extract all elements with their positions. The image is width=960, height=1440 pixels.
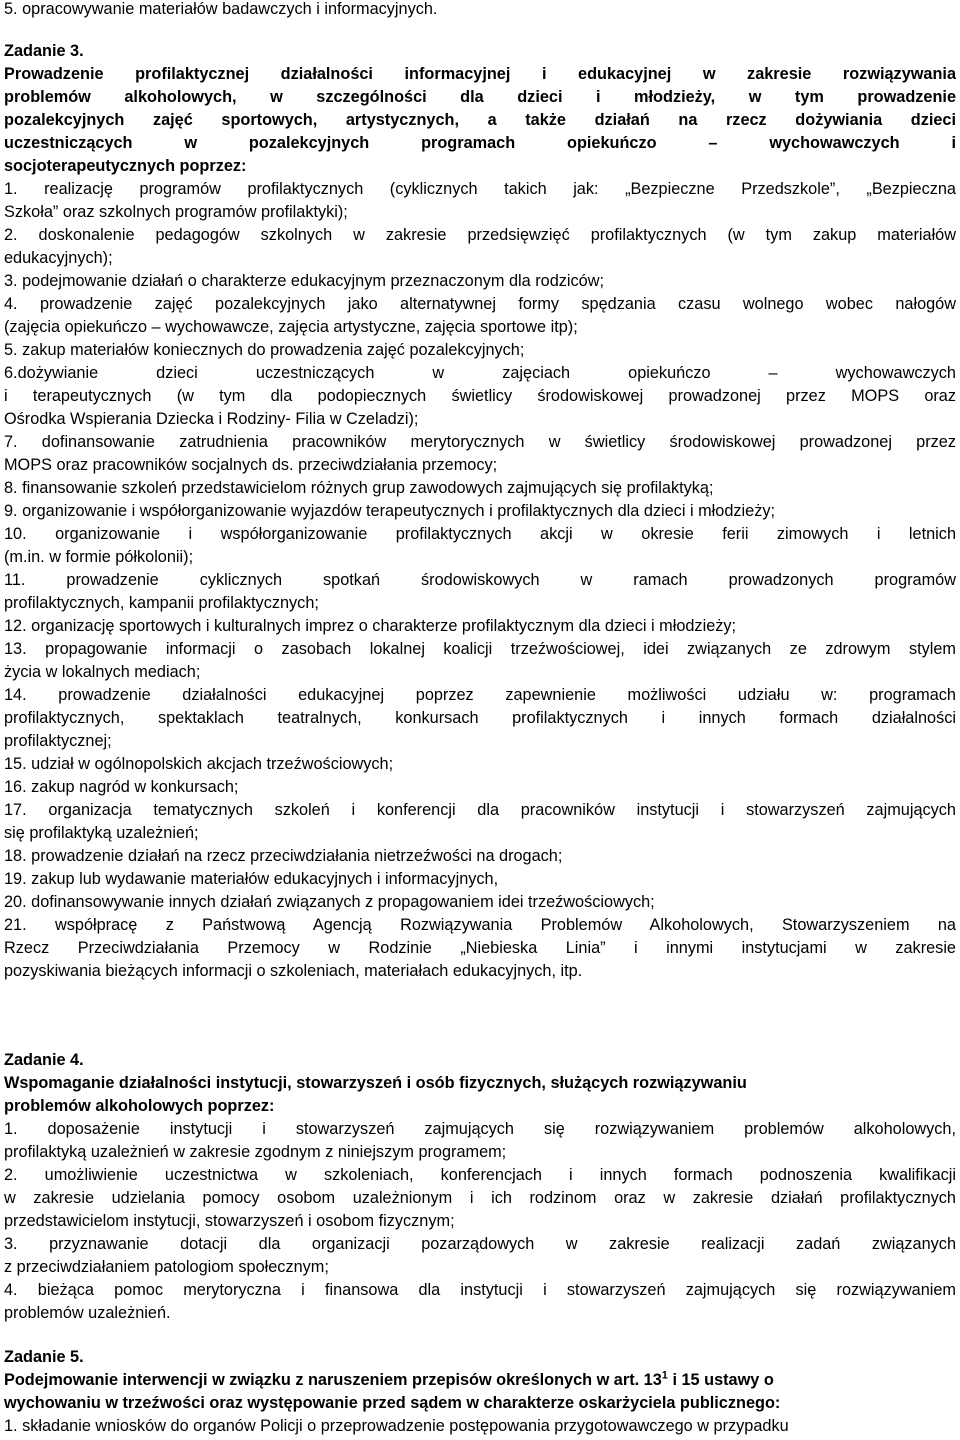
list-item-line: 9. organizowanie i współorganizowanie wyjazdów terapeutycznych i profilaktycznych dla dzieci i młodzieży;: [4, 502, 776, 520]
list-item-line: (m.in. w formie półkolonii);: [4, 548, 194, 566]
list-item-line: Ośrodka Wspierania Dziecka i Rodziny- Filia w Czeladzi);: [4, 410, 419, 428]
section-title-line: [4, 1369, 956, 1392]
list-item-line: MOPS oraz pracowników socjalnych ds. przeciwdziałania przemocy;: [4, 456, 498, 474]
list-item-line: przedstawicielom instytucji, stowarzyszeń i osobom fizycznym;: [4, 1212, 455, 1230]
list-item-line: Szkoła” oraz szkolnych programów profilaktyki);: [4, 203, 348, 221]
section-title-line: Wspomaganie działalności instytucji, stowarzyszeń i osób fizycznych, służących rozwiązywaniu: [4, 1074, 747, 1092]
list-item-line: 20. dofinansowywanie innych działań związanych z propagowaniem idei trzeźwościowych;: [4, 893, 655, 911]
list-item-line: 12. organizację sportowych i kulturalnych imprez o charakterze profilaktycznym dla dzieci i młodzieży;: [4, 617, 737, 635]
list-item-line: problemów uzależnień.: [4, 1304, 171, 1322]
section-title-line: pozalekcyjnych zajęć sportowych, artystycznych, a także działań na rzecz dożywiania dzieci: [4, 111, 956, 129]
list-item-line: 3. podejmowanie działań o charakterze edukacyjnym przeznaczonym dla rodziców;: [4, 272, 604, 290]
list-item-line: 6.dożywianie dzieci uczestniczących w zajęciach opiekuńczo – wychowawczych: [4, 364, 956, 382]
section-title-text: i 15 ustawy o: [672, 1371, 774, 1389]
list-item-line: i terapeutycznych (w tym dla podopiecznych świetlicy środowiskowej prowadzonej przez MOPS oraz: [4, 387, 956, 405]
section-title-line: uczestniczących w pozalekcyjnych programach opiekuńczo – wychowawczych i: [4, 134, 956, 152]
list-item-line: w zakresie udzielania pomocy osobom uzależnionym i ich rodzinom oraz w zakresie działań profilaktycznych: [4, 1189, 956, 1207]
list-item-line: pozyskiwania bieżących informacji o szkoleniach, materiałach edukacyjnych, itp.: [4, 962, 583, 980]
list-item-line: 21. współpracę z Państwową Agencją Rozwiązywania Problemów Alkoholowych, Stowarzyszeniem na: [4, 916, 956, 934]
list-item-line: 1. doposażenie instytucji i stowarzyszeń zajmujących się rozwiązywaniem problemów alkoholowych,: [4, 1120, 956, 1138]
section-heading-zadanie-4: Zadanie 4.: [4, 1051, 84, 1069]
list-item-line: 1. realizację programów profilaktycznych (cyklicznych takich jak: „Bezpieczne Przedszkole”, „Bezpieczna: [4, 180, 956, 198]
list-item-line: 11. prowadzenie cyklicznych spotkań środowiskowych w ramach prowadzonych programów: [4, 571, 956, 589]
list-item-line: profilaktycznej;: [4, 732, 112, 750]
list-item-line: 10. organizowanie i współorganizowanie profilaktycznych akcji w okresie ferii zimowych i letnich: [4, 525, 956, 543]
list-item-line: 13. propagowanie informacji o zasobach lokalnej koalicji trzeźwościowej, idei związanych ze zdrowym stylem: [4, 640, 956, 658]
section-heading-zadanie-5: Zadanie 5.: [4, 1348, 84, 1366]
text-line: 5. opracowywanie materiałów badawczych i informacyjnych.: [4, 0, 438, 18]
list-item-line: z przeciwdziałaniem patologiom społecznym;: [4, 1258, 329, 1276]
section-title-text: Podejmowanie interwencji w związku z naruszeniem przepisów określonych w art. 13: [4, 1371, 662, 1389]
section-title-line: problemów alkoholowych poprzez:: [4, 1097, 275, 1115]
list-item-line: 7. dofinansowanie zatrudnienia pracowników merytorycznych w świetlicy środowiskowej prowadzonej przez: [4, 433, 956, 451]
list-item-line: 19. zakup lub wydawanie materiałów edukacyjnych i informacyjnych,: [4, 870, 499, 888]
list-item-line: 14. prowadzenie działalności edukacyjnej poprzez zapewnienie możliwości udziału w: programach: [4, 686, 956, 704]
list-item-line: 15. udział w ogólnopolskich akcjach trzeźwościowych;: [4, 755, 394, 773]
list-item-line: profilaktycznych, spektaklach teatralnych, konkursach profilaktycznych i innych formach działalności: [4, 709, 956, 727]
list-item-line: 8. finansowanie szkoleń przedstawicielom różnych grup zawodowych zajmujących się profilaktyką;: [4, 479, 714, 497]
list-item-line: 4. prowadzenie zajęć pozalekcyjnych jako alternatywnej formy spędzania czasu wolnego wobec nałogów: [4, 295, 956, 313]
list-item-line: 4. bieżąca pomoc merytoryczna i finansowa dla instytucji i stowarzyszeń zajmujących się rozwiązywaniem: [4, 1281, 956, 1299]
list-item-line: życia w lokalnych mediach;: [4, 663, 201, 681]
list-item-line: 2. doskonalenie pedagogów szkolnych w zakresie przedsięwzięć profilaktycznych (w tym zakup materiałów: [4, 226, 956, 244]
list-item-line: 2. umożliwienie uczestnictwa w szkoleniach, konferencjach i innych formach podnoszenia kwalifikacji: [4, 1166, 956, 1184]
list-item-line: 18. prowadzenie działań na rzecz przeciwdziałania nietrzeźwości na drogach;: [4, 847, 563, 865]
list-item-line: 5. zakup materiałów koniecznych do prowadzenia zajęć pozalekcyjnych;: [4, 341, 525, 359]
list-item-line: 3. przyznawanie dotacji dla organizacji pozarządowych w zakresie realizacji zadań związanych: [4, 1235, 956, 1253]
list-item-line: profilaktycznych, kampanii profilaktycznych;: [4, 594, 319, 612]
list-item-line: edukacyjnych);: [4, 249, 113, 267]
list-item-line: się profilaktyką uzależnień;: [4, 824, 199, 842]
list-item-line: (zajęcia opiekuńczo – wychowawcze, zajęcia artystyczne, zajęcia sportowe itp);: [4, 318, 578, 336]
superscript: 1: [661, 1369, 668, 1382]
section-heading-zadanie-3: Zadanie 3.: [4, 42, 84, 60]
section-title-line: wychowaniu w trzeźwości oraz występowanie przed sądem w charakterze oskarżyciela publicznego:: [4, 1394, 781, 1412]
list-item-line: 1. składanie wniosków do organów Policji o przeprowadzenie postępowania przygotowawczego w przypadku: [4, 1417, 789, 1435]
section-title-line: socjoterapeutycznych poprzez:: [4, 157, 247, 175]
list-item-line: Rzecz Przeciwdziałania Przemocy w Rodzinie „Niebieska Linia” i innymi instytucjami w zakresie: [4, 939, 956, 957]
list-item-line: 17. organizacja tematycznych szkoleń i konferencji dla pracowników instytucji i stowarzyszeń zajmujących: [4, 801, 956, 819]
section-title-line: Prowadzenie profilaktycznej działalności informacyjnej i edukacyjnej w zakresie rozwiązywania: [4, 65, 956, 83]
list-item-line: profilaktyką uzależnień w zakresie zgodnym z niniejszym programem;: [4, 1143, 507, 1161]
section-title-line: problemów alkoholowych, w szczególności dla dzieci i młodzieży, w tym prowadzenie: [4, 88, 956, 106]
list-item-line: 16. zakup nagród w konkursach;: [4, 778, 239, 796]
